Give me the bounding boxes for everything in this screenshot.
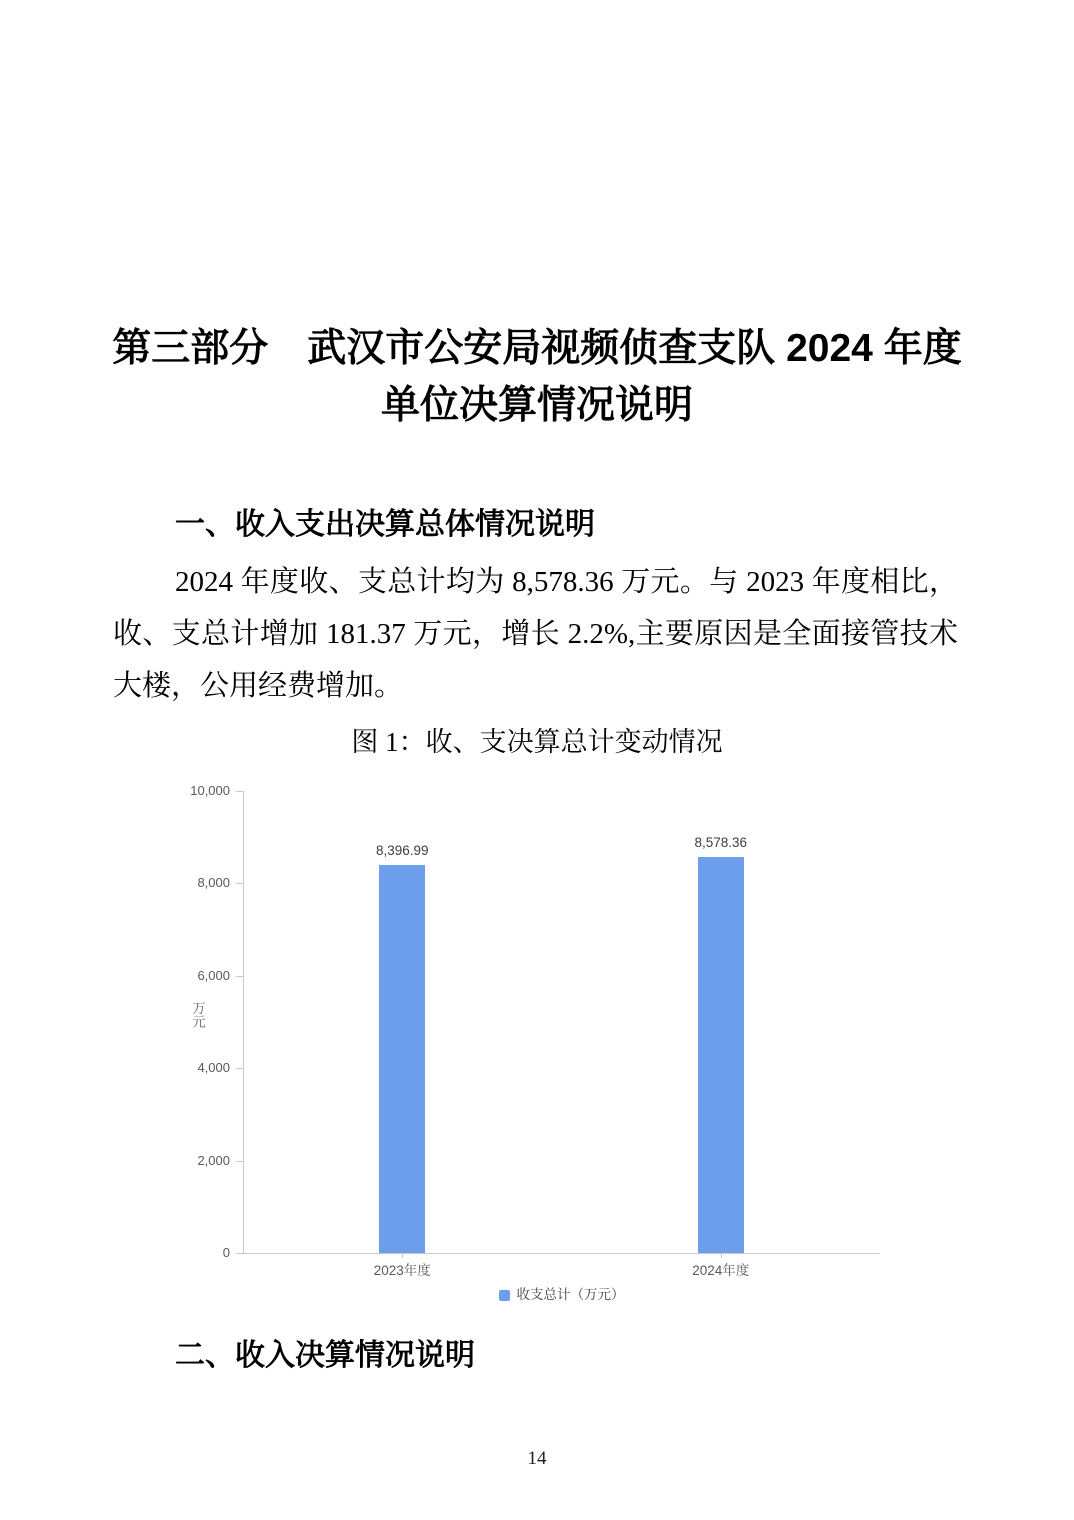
bar-value-label: 8,578.36 [694, 834, 748, 850]
document-title [56, 320, 1018, 434]
y-tick-mark [236, 976, 243, 977]
y-tick-mark [236, 1161, 243, 1162]
y-tick-mark [236, 1253, 243, 1254]
figure1-chart [148, 785, 928, 1315]
page-number: 14 [527, 1448, 547, 1469]
y-axis-title: 万元 [190, 1001, 205, 1028]
x-axis-line [243, 1253, 880, 1254]
y-tick-label: 0 [222, 1245, 230, 1260]
x-tick-label: 2024年度 [692, 1263, 750, 1278]
y-tick-label: 6,000 [197, 967, 230, 983]
y-tick-label: 10,000 [190, 783, 230, 798]
y-tick-mark [236, 791, 243, 792]
x-tick-mark [402, 1253, 403, 1258]
section2-heading: 二、收入决算情况说明 [175, 1339, 475, 1372]
document-title-line1: 第三部分 武汉市公安局视频侦查支队 2024 年度 [112, 327, 962, 370]
bar-value-label: 8,396.99 [375, 843, 429, 859]
legend-swatch [499, 1290, 510, 1301]
legend [243, 1287, 880, 1303]
section1-heading: 一、收入支出决算总体情况说明 [175, 508, 595, 541]
section1-paragraph: 2024 年度收、支总计均为 8,578.36 万元。与 2023 年度相比，收、支总计增加 181.37 万元，增长 2.2%,主要原因是全面接管技术大楼，公用经费增加。 [113, 566, 958, 702]
bar [698, 857, 744, 1253]
document-title-line2: 单位决算情况说明 [380, 384, 693, 427]
y-axis-line [243, 791, 244, 1253]
x-tick-label: 2023年度 [373, 1263, 431, 1278]
y-tick-label: 8,000 [197, 875, 230, 891]
y-tick-mark [236, 883, 243, 884]
y-tick-mark [236, 1068, 243, 1069]
legend-label: 收支总计（万元） [516, 1287, 625, 1302]
bar [379, 865, 425, 1253]
figure1-caption: 图 1：收、支决算总计变动情况 [351, 727, 723, 757]
y-tick-label: 4,000 [197, 1060, 230, 1076]
x-tick-mark [721, 1253, 722, 1258]
y-tick-label: 2,000 [197, 1152, 230, 1168]
